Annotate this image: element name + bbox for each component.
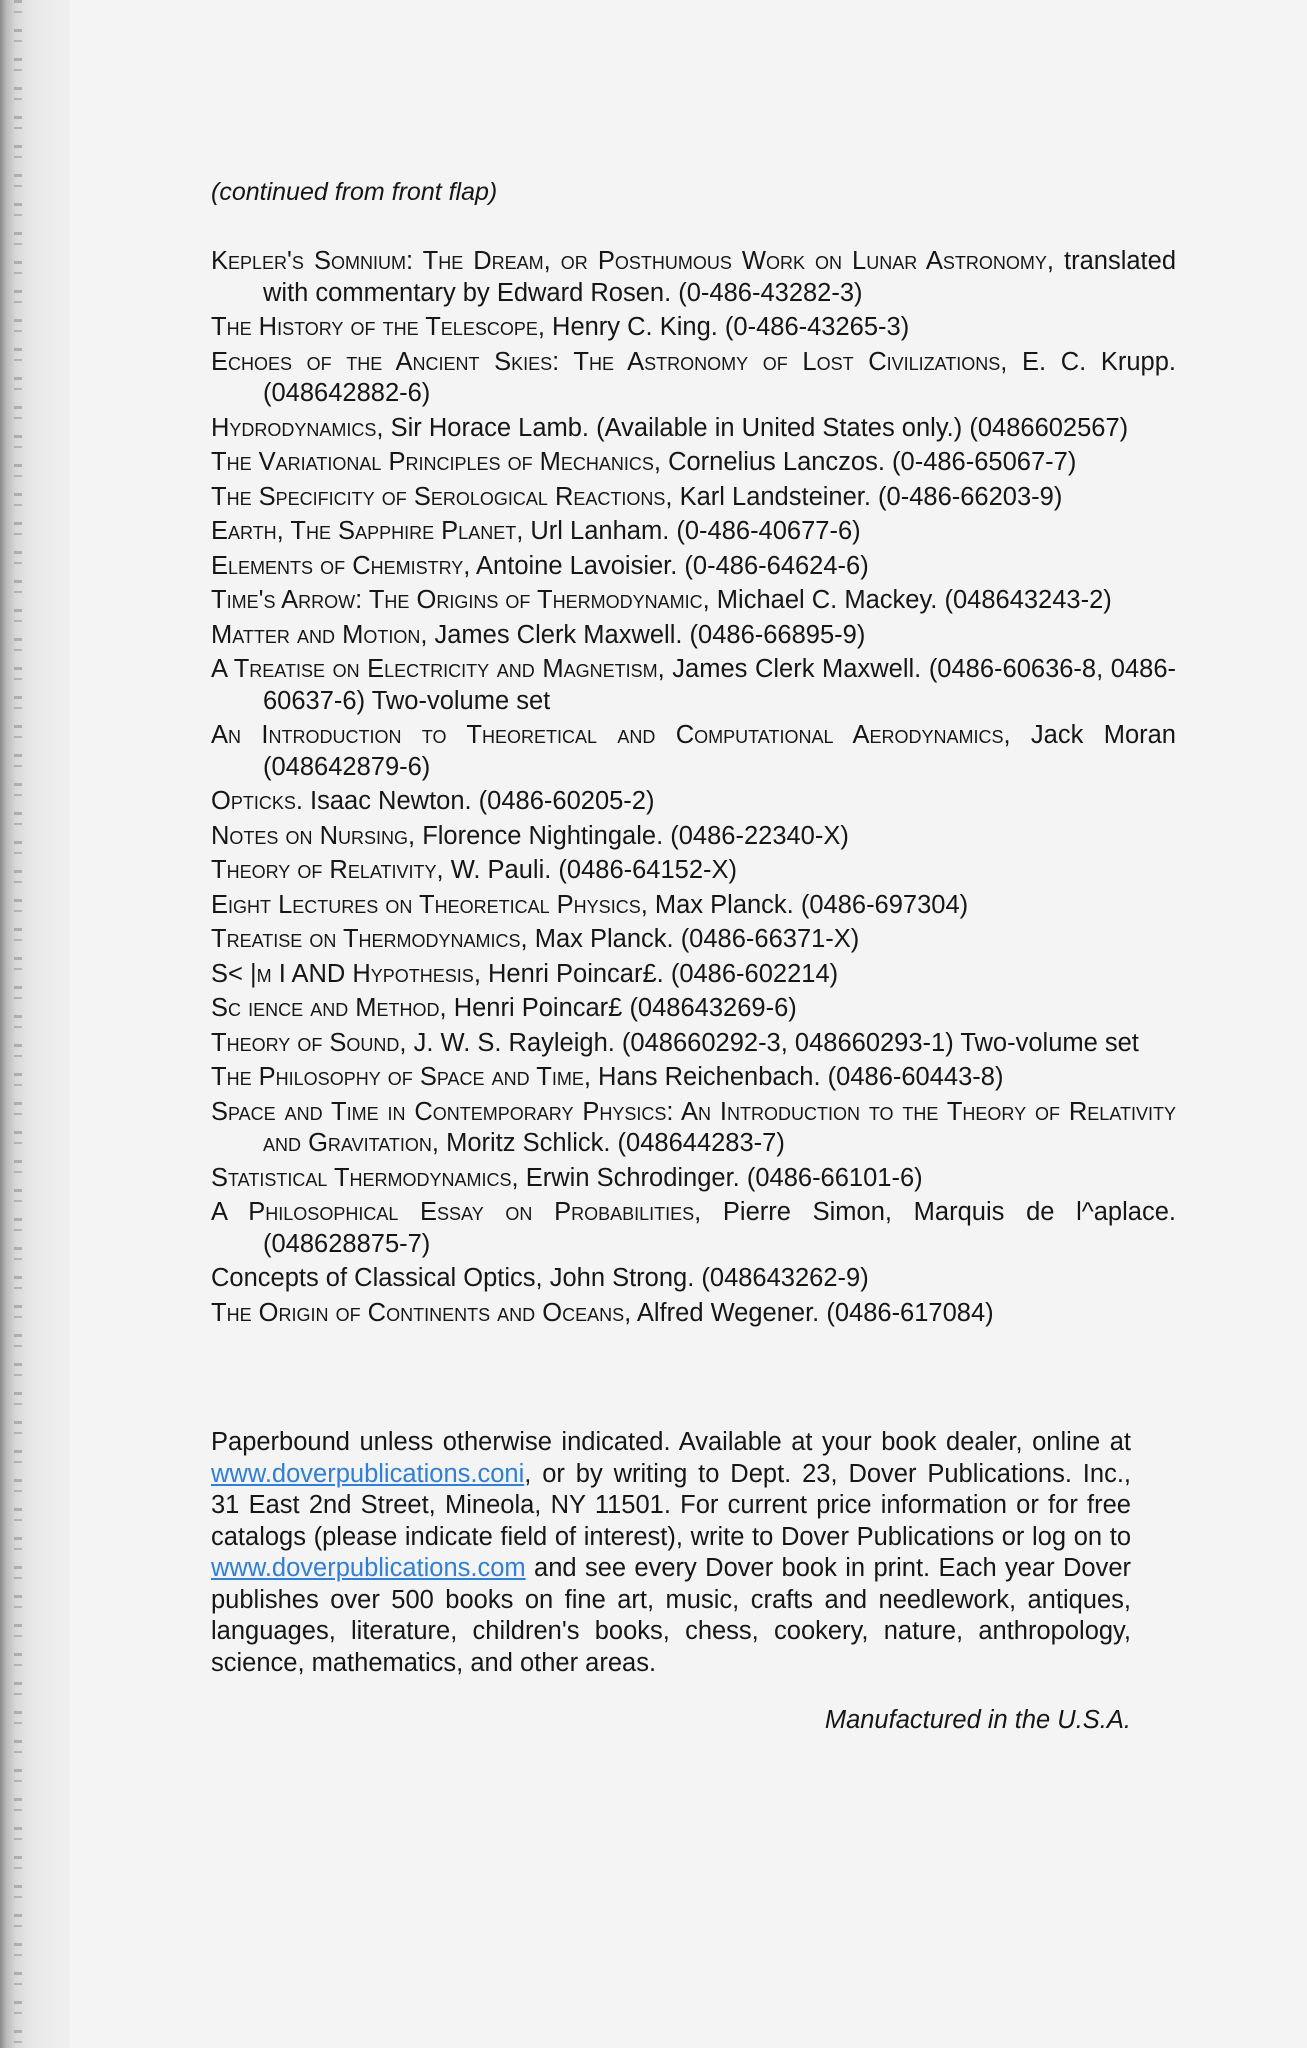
book-title: Earth, The Sapphire Planet, xyxy=(211,517,524,545)
book-entry xyxy=(211,786,1176,818)
book-details: Moritz Schlick. (048644283-7) xyxy=(439,1129,785,1157)
book-title: Treatise on Thermodynamics, xyxy=(211,925,528,953)
book-details: Florence Nightingale. (0486-22340-X) xyxy=(415,821,849,850)
book-title: The Specificity of Serological Reactions, xyxy=(211,482,673,511)
book-title: Opticks. xyxy=(211,787,303,815)
book-details: Cornelius Lanczos. (0-486-65067-7) xyxy=(661,448,1077,476)
book-entry xyxy=(211,821,1176,853)
book-title: Notes on Nursing, xyxy=(211,821,416,850)
book-list xyxy=(211,246,1176,1329)
book-entry xyxy=(211,1298,1176,1330)
notice-text-1: Paperbound unless otherwise indicated. Available at your book dealer, online at xyxy=(211,1428,1131,1456)
book-entry xyxy=(211,1097,1176,1160)
book-entry xyxy=(211,620,1176,652)
book-title: Matter and Motion, xyxy=(211,620,428,649)
book-title: Elements of Chemistry, xyxy=(211,551,471,580)
book-details: Henri Poincar£. (0486-602214) xyxy=(480,959,839,988)
book-title: Kepler's Somnium: The Dream, or Posthumous Work on Lunar Astronomy, xyxy=(211,247,1054,275)
book-details: Alfred Wegener. (0486-617084) xyxy=(631,1298,994,1327)
book-title: Hydrodynamics, xyxy=(211,413,384,442)
book-details: James Clerk Maxwell. (0486-66895-9) xyxy=(427,620,866,649)
book-title: Statistical Thermodynamics, xyxy=(211,1163,519,1192)
book-details: Pierre Simon, Marquis de l^aplace. (048628875-7) xyxy=(263,1198,1176,1258)
book-details: W. Pauli. (0486-64152-X) xyxy=(443,856,738,884)
book-entry xyxy=(211,1163,1176,1195)
book-details: James Clerk Maxwell. (0486-60636-8, 0486-60637-6) Two-volume set xyxy=(263,655,1176,715)
book-entry xyxy=(211,347,1176,410)
book-details: Concepts of Classical Optics, John Strong. (048643262-9) xyxy=(211,1264,869,1292)
book-title: A Treatise on Electricity and Magnetism, xyxy=(211,655,665,683)
book-details: translated with commentary by Edward Rosen. (0-486-43282-3) xyxy=(263,247,1176,307)
book-entry xyxy=(211,447,1176,479)
book-title: Space and Time in Contemporary Physics: An Introduction to the Theory of Relativity and Gravitation, xyxy=(211,1097,1176,1157)
book-title: Time's Arrow: The Origins of Thermodynamic, xyxy=(211,586,710,614)
book-entry xyxy=(211,246,1176,309)
book-details: Sir Horace Lamb. (Available in United States only.) (0486602567) xyxy=(383,413,1129,442)
book-entry xyxy=(211,413,1176,445)
book-entry xyxy=(211,516,1176,548)
book-entry xyxy=(211,1197,1176,1260)
book-title: Sc ience and Method, xyxy=(211,994,447,1022)
book-entry xyxy=(211,924,1176,956)
notice-text-3: and see every Dover book in print. Each year Dover publishes over 500 books on fine art, music, crafts and needlework, antiques, languages, literature, children's books, chess, cookery, nature, anthropology, science, mathematics, and other areas. xyxy=(211,1554,1131,1677)
book-title: A Philosophical Essay on Probabilities, xyxy=(211,1198,702,1226)
dover-website-link-1[interactable]: www.doverpublications.coni xyxy=(211,1459,525,1488)
book-title: The Philosophy of Space and Time, xyxy=(211,1063,591,1091)
book-details: Max Planck. (0486-697304) xyxy=(647,890,969,919)
book-entry xyxy=(211,993,1176,1025)
book-details: Isaac Newton. (0486-60205-2) xyxy=(302,787,655,815)
book-title: Echoes of the Ancient Skies: The Astronomy of Lost Civilizations, xyxy=(211,347,1008,376)
book-details: Jack Moran (048642879-6) xyxy=(263,721,1176,781)
ordering-notice xyxy=(211,1427,1131,1679)
book-entry xyxy=(211,585,1176,617)
book-entry xyxy=(211,1263,1176,1295)
book-title: The Variational Principles of Mechanics, xyxy=(211,448,661,476)
book-spine-edge xyxy=(0,0,70,2048)
book-details: Karl Landsteiner. (0-486-66203-9) xyxy=(672,482,1063,511)
manufactured-in-note: Manufactured in the U.S.A. xyxy=(824,1705,1131,1734)
book-details: Henry C. King. (0-486-43265-3) xyxy=(544,313,910,341)
book-entry xyxy=(211,482,1176,514)
book-title: The History of the Telescope, xyxy=(211,313,545,341)
book-entry xyxy=(211,855,1176,887)
book-title: Theory of Relativity, xyxy=(211,856,444,884)
back-flap-page xyxy=(211,172,1176,1736)
book-title: An Introduction to Theoretical and Computational Aerodynamics, xyxy=(211,721,1011,749)
book-details: Henri Poincar£ (048643269-6) xyxy=(446,994,797,1022)
book-entry xyxy=(211,959,1176,991)
book-details: Max Planck. (0486-66371-X) xyxy=(527,925,860,953)
book-entry xyxy=(211,890,1176,922)
book-details: Erwin Schrodinger. (0486-66101-6) xyxy=(518,1163,923,1192)
book-entry xyxy=(211,1062,1176,1094)
book-details: E. C. Krupp. (048642882-6) xyxy=(263,347,1176,407)
book-details: Hans Reichenbach. (0486-60443-8) xyxy=(590,1063,1004,1091)
book-details: Antoine Lavoisier. (0-486-64624-6) xyxy=(470,551,869,580)
dover-website-link-2[interactable]: www.doverpublications.com xyxy=(211,1554,526,1582)
book-entry xyxy=(211,720,1176,783)
book-title: The Origin of Continents and Oceans, xyxy=(211,1298,632,1327)
book-details: J. W. S. Rayleigh. (048660292-3, 048660293-1) Two-volume set xyxy=(406,1028,1139,1057)
book-entry xyxy=(211,551,1176,583)
book-title: Eight Lectures on Theoretical Physics, xyxy=(211,890,648,919)
book-title: S< |m I AND Hypothesis, xyxy=(211,959,481,988)
continued-note: (continued from front flap) xyxy=(211,178,498,206)
book-title: Theory of Sound, xyxy=(211,1028,407,1057)
book-entry xyxy=(211,1028,1176,1060)
book-entry xyxy=(211,654,1176,717)
book-details: Michael C. Mackey. (048643243-2) xyxy=(709,586,1112,614)
book-details: Url Lanham. (0-486-40677-6) xyxy=(523,517,861,545)
notice-text-2: , or by writing to Dept. 23, Dover Publications. Inc., 31 East 2nd Street, Mineola, NY 11501. For current price information or for free catalogs (please indicate field of interest), write to Dover Publications or log on to xyxy=(211,1459,1131,1551)
book-entry xyxy=(211,312,1176,344)
